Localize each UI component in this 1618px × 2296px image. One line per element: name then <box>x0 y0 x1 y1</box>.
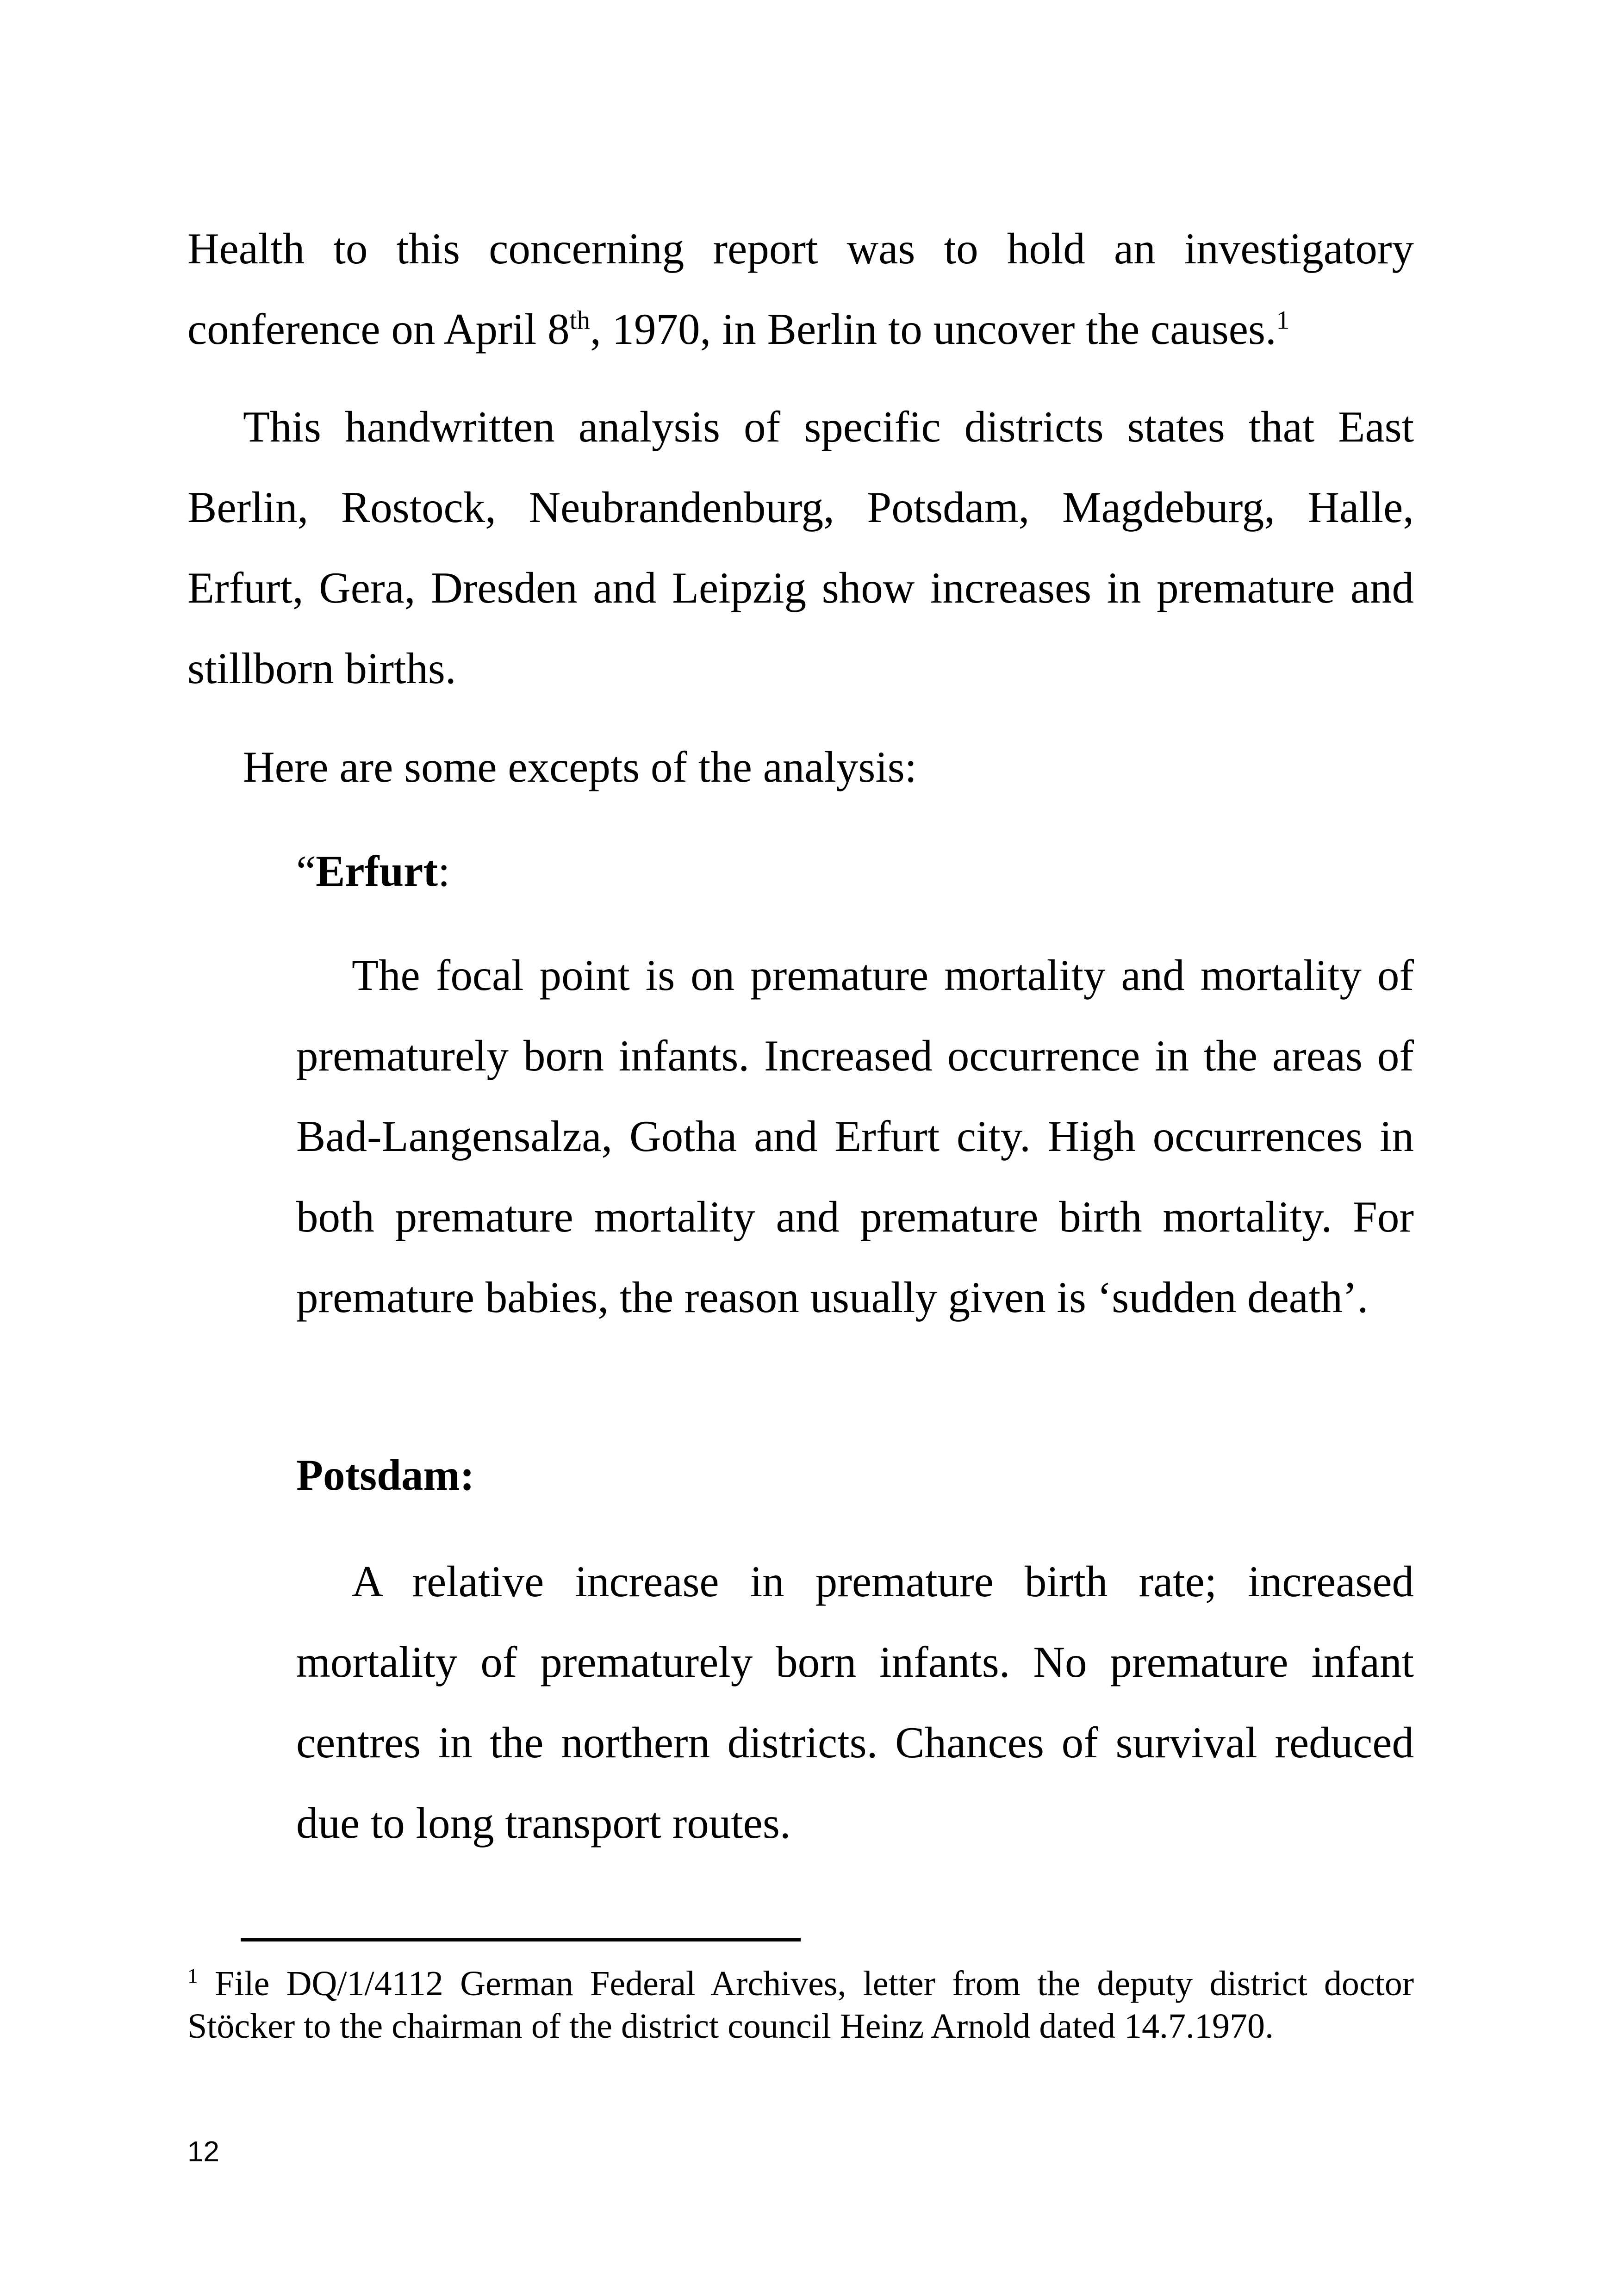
footnote-reference: 1 <box>1276 305 1290 335</box>
intro-ordinal-suffix: th <box>569 305 590 335</box>
intro-text-after: , 1970, in Berlin to uncover the causes. <box>590 305 1276 354</box>
districts-text: This handwritten analysis of specific districts states that East Berlin, Rostock, Neubrandenburg, Potsdam, Magdeburg, Halle, Erfurt, Gera, Dresden and Leipzig show increases in premature and stillborn births. <box>187 402 1414 693</box>
excerpts-intro-text: Here are some excepts of the analysis: <box>243 742 917 791</box>
erfurt-excerpt <box>296 935 1414 1338</box>
open-quote: “ <box>296 846 316 896</box>
intro-text-main: Health to this concerning report was to hold an investigatory conference on April 8 <box>187 224 1414 354</box>
erfurt-heading-colon: : <box>437 846 450 896</box>
erfurt-heading-text: Erfurt <box>316 846 438 896</box>
page-number: 12 <box>187 2136 219 2168</box>
footnote-text: File DQ/1/4112 German Federal Archives, letter from the deputy district doctor Stöcker to the chairman of the district council Heinz Arnold dated 14.7.1970. <box>187 1964 1414 2046</box>
intro-text <box>187 208 1414 369</box>
potsdam-heading <box>296 1435 1414 1515</box>
potsdam-heading-text: Potsdam: <box>296 1450 475 1500</box>
potsdam-excerpt-text: A relative increase in premature birth rate; increased mortality of prematurely born infants. No premature infant centres in the northern districts. Chances of survival reduced due to long transport routes. <box>296 1557 1414 1848</box>
potsdam-excerpt <box>296 1541 1414 1863</box>
erfurt-heading <box>296 831 1414 911</box>
excerpts-intro-paragraph <box>187 727 1414 807</box>
footnote-separator <box>241 1938 801 1941</box>
erfurt-excerpt-text: The focal point is on premature mortality and mortality of prematurely born infants. Increased occurrence in the areas of Bad-Langensalza, Gotha and Erfurt city. High occurrences in both premature mortality and premature birth mortality. For premature babies, the reason usually given is ‘sudden death’. <box>296 951 1414 1322</box>
districts-paragraph <box>187 386 1414 709</box>
intro-paragraph <box>187 208 1414 369</box>
footnote <box>187 1962 1414 2047</box>
footnote-marker: 1 <box>187 1964 198 1988</box>
